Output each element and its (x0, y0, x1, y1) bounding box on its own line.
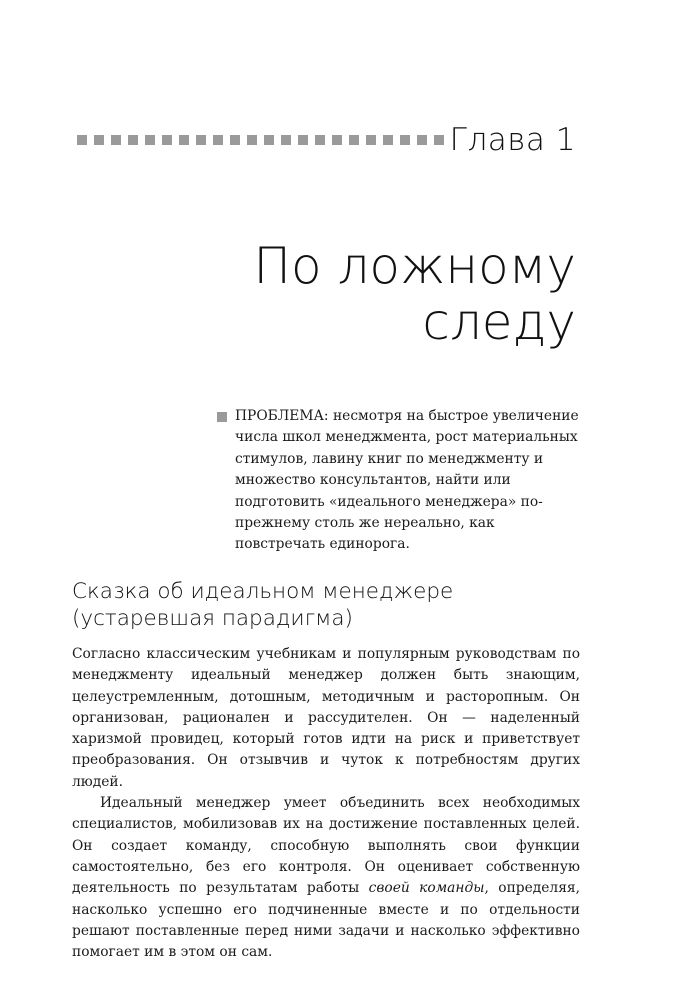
body-text (72, 644, 580, 963)
square-marker (247, 135, 257, 145)
square-marker (128, 135, 138, 145)
paragraph: Согласно классическим учебникам и популярным руководствам по менеджменту идеальный менеджер должен быть знающим, целеустремленным, дотошным, методичным и расторопным. Он организован, рационален и рассудителен. Он — наделенный харизмой провидец, который готов идти на риск и приветствует преобразования. Он отзывчив и чуток к потребностям других людей. (72, 646, 580, 790)
square-marker (434, 135, 444, 145)
problem-statement (217, 406, 579, 556)
square-marker (77, 135, 87, 145)
paragraph-emphasis: своей команды (368, 880, 485, 897)
square-marker (230, 135, 240, 145)
square-marker (366, 135, 376, 145)
chapter-title (156, 238, 576, 350)
chapter-title-line: По ложному (253, 237, 576, 295)
square-marker (383, 135, 393, 145)
square-marker (94, 135, 104, 145)
square-marker (145, 135, 155, 145)
square-marker (179, 135, 189, 145)
square-marker (213, 135, 223, 145)
square-marker (332, 135, 342, 145)
square-marker (400, 135, 410, 145)
square-marker (315, 135, 325, 145)
square-marker (349, 135, 359, 145)
section-heading-line: (устаревшая парадигма) (72, 606, 353, 631)
chapter-decorative-squares (77, 135, 444, 145)
chapter-label: Глава 1 (449, 122, 576, 158)
square-bullet-icon (217, 412, 227, 422)
paragraph-text: , определяя, насколько успешно его подчиненные вместе и по отдельности решают поставленные перед ними задачи и насколько эффективно помогает им в этом он сам. (72, 880, 580, 961)
square-marker (298, 135, 308, 145)
square-marker (281, 135, 291, 145)
paragraph (72, 793, 580, 963)
chapter-header (72, 120, 576, 160)
square-marker (111, 135, 121, 145)
problem-text: ПРОБЛЕМА: несмотря на быстрое увеличение числа школ менеджмента, рост материальных стимулов, лавину книг по менеджменту и множество консультантов, найти или подготовить «идеального менеджера» по-прежнему столь же нереально, как повстречать единорога. (235, 408, 579, 553)
square-marker (417, 135, 427, 145)
square-marker (162, 135, 172, 145)
square-marker (264, 135, 274, 145)
chapter-title-line: следу (422, 293, 576, 351)
square-marker (196, 135, 206, 145)
section-heading-line: Сказка об идеальном менеджере (72, 579, 454, 604)
paragraph-text: Идеальный менеджер умеет объединить всех необходимых специалистов, мобилизовав их на достижение поставленных целей. Он создает команду, способную выполнять свои функции самостоятельно, без его контроля. Он оценивает собственную деятельность по результатам работы (72, 795, 580, 897)
section-heading (72, 578, 592, 632)
